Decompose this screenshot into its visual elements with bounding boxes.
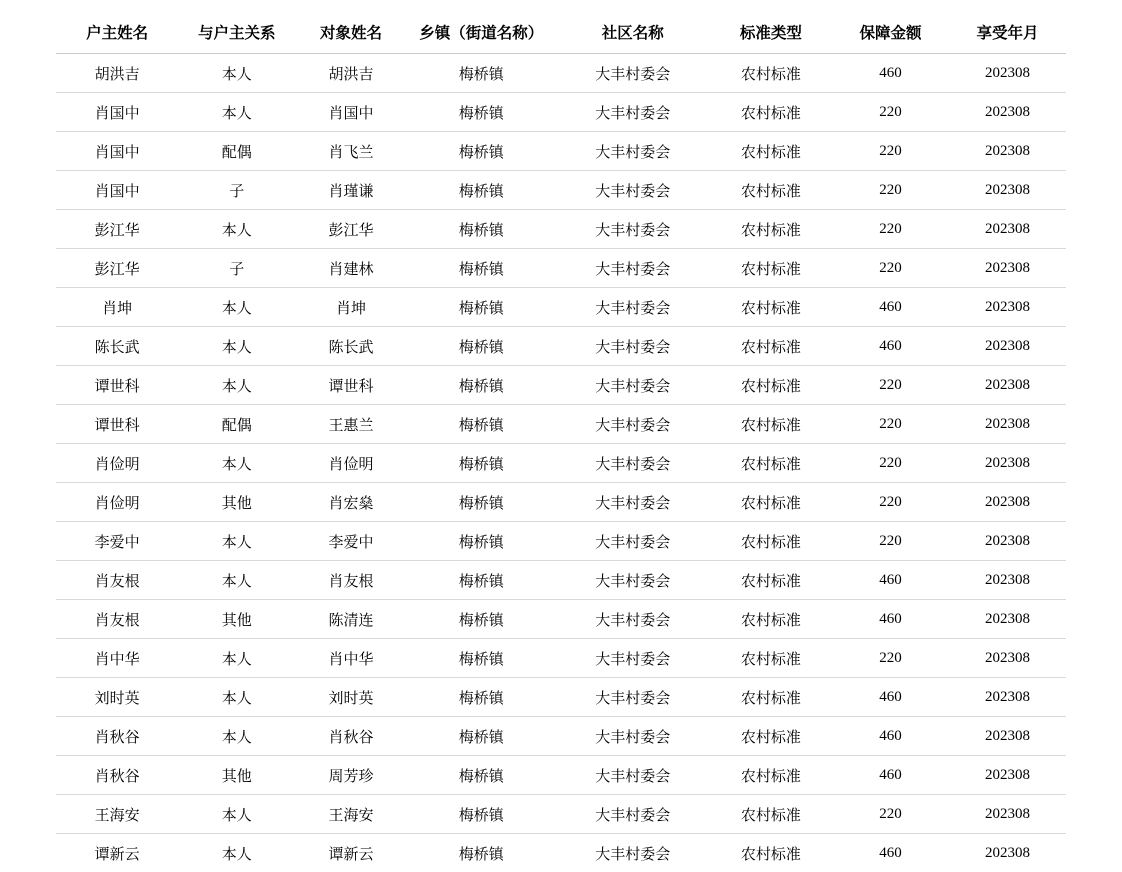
table-cell: 陈清连	[295, 600, 407, 639]
table-cell: 谭新云	[56, 834, 178, 872]
table-cell: 大丰村委会	[556, 600, 710, 639]
table-cell: 胡洪吉	[295, 54, 407, 93]
table-cell: 202308	[949, 600, 1066, 639]
table-cell: 本人	[178, 210, 295, 249]
table-cell: 王海安	[295, 795, 407, 834]
column-header-period: 享受年月	[949, 14, 1066, 54]
table-cell: 460	[832, 54, 949, 93]
table-cell: 大丰村委会	[556, 834, 710, 872]
table-cell: 农村标准	[710, 795, 832, 834]
table-cell: 本人	[178, 834, 295, 872]
column-header-standard-type: 标准类型	[710, 14, 832, 54]
table-cell: 梅桥镇	[407, 678, 556, 717]
table-cell: 220	[832, 522, 949, 561]
table-cell: 梅桥镇	[407, 756, 556, 795]
table-cell: 大丰村委会	[556, 444, 710, 483]
table-cell: 其他	[178, 756, 295, 795]
table-cell: 220	[832, 444, 949, 483]
table-cell: 肖友根	[56, 561, 178, 600]
table-cell: 农村标准	[710, 561, 832, 600]
table-cell: 农村标准	[710, 366, 832, 405]
table-cell: 梅桥镇	[407, 444, 556, 483]
table-cell: 梅桥镇	[407, 483, 556, 522]
table-cell: 220	[832, 171, 949, 210]
column-header-amount: 保障金额	[832, 14, 949, 54]
table-cell: 王海安	[56, 795, 178, 834]
table-cell: 子	[178, 171, 295, 210]
table-cell: 配偶	[178, 132, 295, 171]
table-cell: 202308	[949, 483, 1066, 522]
table-cell: 460	[832, 717, 949, 756]
table-cell: 农村标准	[710, 93, 832, 132]
table-cell: 李爱中	[295, 522, 407, 561]
table-cell: 农村标准	[710, 483, 832, 522]
table-cell: 202308	[949, 522, 1066, 561]
table-cell: 460	[832, 834, 949, 872]
table-cell: 肖坤	[56, 288, 178, 327]
table-cell: 农村标准	[710, 54, 832, 93]
table-cell: 460	[832, 600, 949, 639]
table-cell: 202308	[949, 678, 1066, 717]
table-cell: 202308	[949, 795, 1066, 834]
table-cell: 梅桥镇	[407, 639, 556, 678]
table-cell: 460	[832, 561, 949, 600]
table-cell: 农村标准	[710, 171, 832, 210]
table-cell: 220	[832, 366, 949, 405]
column-header-householder-name: 户主姓名	[56, 14, 178, 54]
table-cell: 梅桥镇	[407, 522, 556, 561]
table-cell: 大丰村委会	[556, 561, 710, 600]
table-cell: 本人	[178, 288, 295, 327]
table-row	[56, 483, 1066, 522]
table-cell: 本人	[178, 522, 295, 561]
table-cell: 彭江华	[295, 210, 407, 249]
table-cell: 彭江华	[56, 249, 178, 288]
table-cell: 大丰村委会	[556, 93, 710, 132]
table-cell: 肖友根	[56, 600, 178, 639]
table-cell: 农村标准	[710, 327, 832, 366]
table-cell: 肖飞兰	[295, 132, 407, 171]
table-cell: 梅桥镇	[407, 171, 556, 210]
table-cell: 子	[178, 249, 295, 288]
table-cell: 谭新云	[295, 834, 407, 872]
table-cell: 刘时英	[56, 678, 178, 717]
table-cell: 460	[832, 288, 949, 327]
table-cell: 大丰村委会	[556, 639, 710, 678]
table-cell: 大丰村委会	[556, 717, 710, 756]
table-cell: 农村标准	[710, 756, 832, 795]
table-cell: 本人	[178, 678, 295, 717]
table-cell: 大丰村委会	[556, 483, 710, 522]
table-cell: 农村标准	[710, 405, 832, 444]
table-cell: 梅桥镇	[407, 600, 556, 639]
table-cell: 肖俭明	[295, 444, 407, 483]
table-cell: 本人	[178, 54, 295, 93]
table-cell: 农村标准	[710, 249, 832, 288]
table-cell: 220	[832, 132, 949, 171]
table-cell: 大丰村委会	[556, 54, 710, 93]
table-row	[56, 210, 1066, 249]
table-cell: 202308	[949, 834, 1066, 872]
table-cell: 202308	[949, 327, 1066, 366]
table-cell: 220	[832, 210, 949, 249]
table-cell: 肖宏燊	[295, 483, 407, 522]
table-cell: 胡洪吉	[56, 54, 178, 93]
table-cell: 农村标准	[710, 288, 832, 327]
table-cell: 大丰村委会	[556, 210, 710, 249]
table-cell: 202308	[949, 405, 1066, 444]
table-header-row	[56, 14, 1066, 54]
table-cell: 农村标准	[710, 444, 832, 483]
table-cell: 谭世科	[295, 366, 407, 405]
table-cell: 谭世科	[56, 405, 178, 444]
table-cell: 李爱中	[56, 522, 178, 561]
table-cell: 梅桥镇	[407, 54, 556, 93]
table-cell: 220	[832, 639, 949, 678]
table-cell: 王惠兰	[295, 405, 407, 444]
table-cell: 肖秋谷	[56, 756, 178, 795]
column-header-target-name: 对象姓名	[295, 14, 407, 54]
table-cell: 大丰村委会	[556, 327, 710, 366]
table-cell: 202308	[949, 132, 1066, 171]
table-cell: 肖秋谷	[56, 717, 178, 756]
table-cell: 202308	[949, 444, 1066, 483]
table-cell: 梅桥镇	[407, 795, 556, 834]
table-cell: 梅桥镇	[407, 717, 556, 756]
subsidy-table	[56, 14, 1066, 872]
table-cell: 肖坤	[295, 288, 407, 327]
table-cell: 梅桥镇	[407, 93, 556, 132]
table-cell: 肖瑾谦	[295, 171, 407, 210]
table-cell: 202308	[949, 54, 1066, 93]
table-cell: 460	[832, 756, 949, 795]
table-cell: 梅桥镇	[407, 366, 556, 405]
column-header-relationship: 与户主关系	[178, 14, 295, 54]
table-cell: 梅桥镇	[407, 834, 556, 872]
table-cell: 陈长武	[295, 327, 407, 366]
table-cell: 202308	[949, 249, 1066, 288]
table-cell: 220	[832, 93, 949, 132]
table-cell: 大丰村委会	[556, 522, 710, 561]
table-cell: 谭世科	[56, 366, 178, 405]
table-cell: 周芳珍	[295, 756, 407, 795]
table-cell: 梅桥镇	[407, 327, 556, 366]
table-cell: 202308	[949, 717, 1066, 756]
table-cell: 本人	[178, 93, 295, 132]
table-cell: 梅桥镇	[407, 288, 556, 327]
table-row	[56, 249, 1066, 288]
table-cell: 220	[832, 405, 949, 444]
table-cell: 202308	[949, 288, 1066, 327]
table-cell: 本人	[178, 561, 295, 600]
table-cell: 陈长武	[56, 327, 178, 366]
table-row	[56, 405, 1066, 444]
table-row	[56, 93, 1066, 132]
table-cell: 大丰村委会	[556, 171, 710, 210]
table-cell: 农村标准	[710, 522, 832, 561]
table-row	[56, 54, 1066, 93]
table-cell: 肖国中	[56, 171, 178, 210]
table-row	[56, 639, 1066, 678]
table-cell: 大丰村委会	[556, 678, 710, 717]
table-cell: 大丰村委会	[556, 366, 710, 405]
table-header	[56, 14, 1066, 54]
table-cell: 大丰村委会	[556, 795, 710, 834]
table-cell: 其他	[178, 483, 295, 522]
table-cell: 202308	[949, 366, 1066, 405]
table-cell: 本人	[178, 717, 295, 756]
table-cell: 肖中华	[56, 639, 178, 678]
table-cell: 202308	[949, 93, 1066, 132]
table-cell: 梅桥镇	[407, 249, 556, 288]
table-cell: 202308	[949, 639, 1066, 678]
table-cell: 肖国中	[56, 93, 178, 132]
table-cell: 农村标准	[710, 639, 832, 678]
table-cell: 农村标准	[710, 834, 832, 872]
table-cell: 本人	[178, 639, 295, 678]
table-cell: 肖俭明	[56, 444, 178, 483]
table-cell: 肖俭明	[56, 483, 178, 522]
table-cell: 农村标准	[710, 678, 832, 717]
table-row	[56, 522, 1066, 561]
table-cell: 220	[832, 483, 949, 522]
table-cell: 梅桥镇	[407, 561, 556, 600]
table-cell: 大丰村委会	[556, 249, 710, 288]
table-cell: 本人	[178, 327, 295, 366]
table-cell: 农村标准	[710, 600, 832, 639]
table-cell: 大丰村委会	[556, 756, 710, 795]
table-row	[56, 717, 1066, 756]
table-row	[56, 171, 1066, 210]
table-row	[56, 288, 1066, 327]
table-cell: 农村标准	[710, 717, 832, 756]
table-row	[56, 132, 1066, 171]
column-header-community: 社区名称	[556, 14, 710, 54]
table-row	[56, 834, 1066, 872]
table-cell: 肖友根	[295, 561, 407, 600]
table-cell: 彭江华	[56, 210, 178, 249]
table-row	[56, 444, 1066, 483]
table-cell: 202308	[949, 561, 1066, 600]
table-cell: 肖建林	[295, 249, 407, 288]
table-cell: 202308	[949, 171, 1066, 210]
table-cell: 梅桥镇	[407, 132, 556, 171]
table-body	[56, 54, 1066, 872]
table-row	[56, 756, 1066, 795]
table-cell: 大丰村委会	[556, 405, 710, 444]
table-cell: 220	[832, 795, 949, 834]
column-header-township: 乡镇（街道名称）	[407, 14, 556, 54]
table-cell: 配偶	[178, 405, 295, 444]
table-cell: 本人	[178, 366, 295, 405]
table-cell: 202308	[949, 756, 1066, 795]
table-cell: 202308	[949, 210, 1066, 249]
table-cell: 大丰村委会	[556, 288, 710, 327]
table-row	[56, 795, 1066, 834]
table-cell: 刘时英	[295, 678, 407, 717]
table-cell: 本人	[178, 795, 295, 834]
table-cell: 梅桥镇	[407, 405, 556, 444]
table-cell: 本人	[178, 444, 295, 483]
table-cell: 其他	[178, 600, 295, 639]
table-cell: 农村标准	[710, 210, 832, 249]
table-cell: 460	[832, 327, 949, 366]
table-cell: 220	[832, 249, 949, 288]
table-cell: 肖秋谷	[295, 717, 407, 756]
table-cell: 农村标准	[710, 132, 832, 171]
table-cell: 肖中华	[295, 639, 407, 678]
table-cell: 梅桥镇	[407, 210, 556, 249]
table-row	[56, 327, 1066, 366]
table-cell: 肖国中	[56, 132, 178, 171]
table-row	[56, 600, 1066, 639]
table-row	[56, 678, 1066, 717]
table-row	[56, 366, 1066, 405]
table-cell: 大丰村委会	[556, 132, 710, 171]
table-cell: 460	[832, 678, 949, 717]
table-row	[56, 561, 1066, 600]
table-cell: 肖国中	[295, 93, 407, 132]
